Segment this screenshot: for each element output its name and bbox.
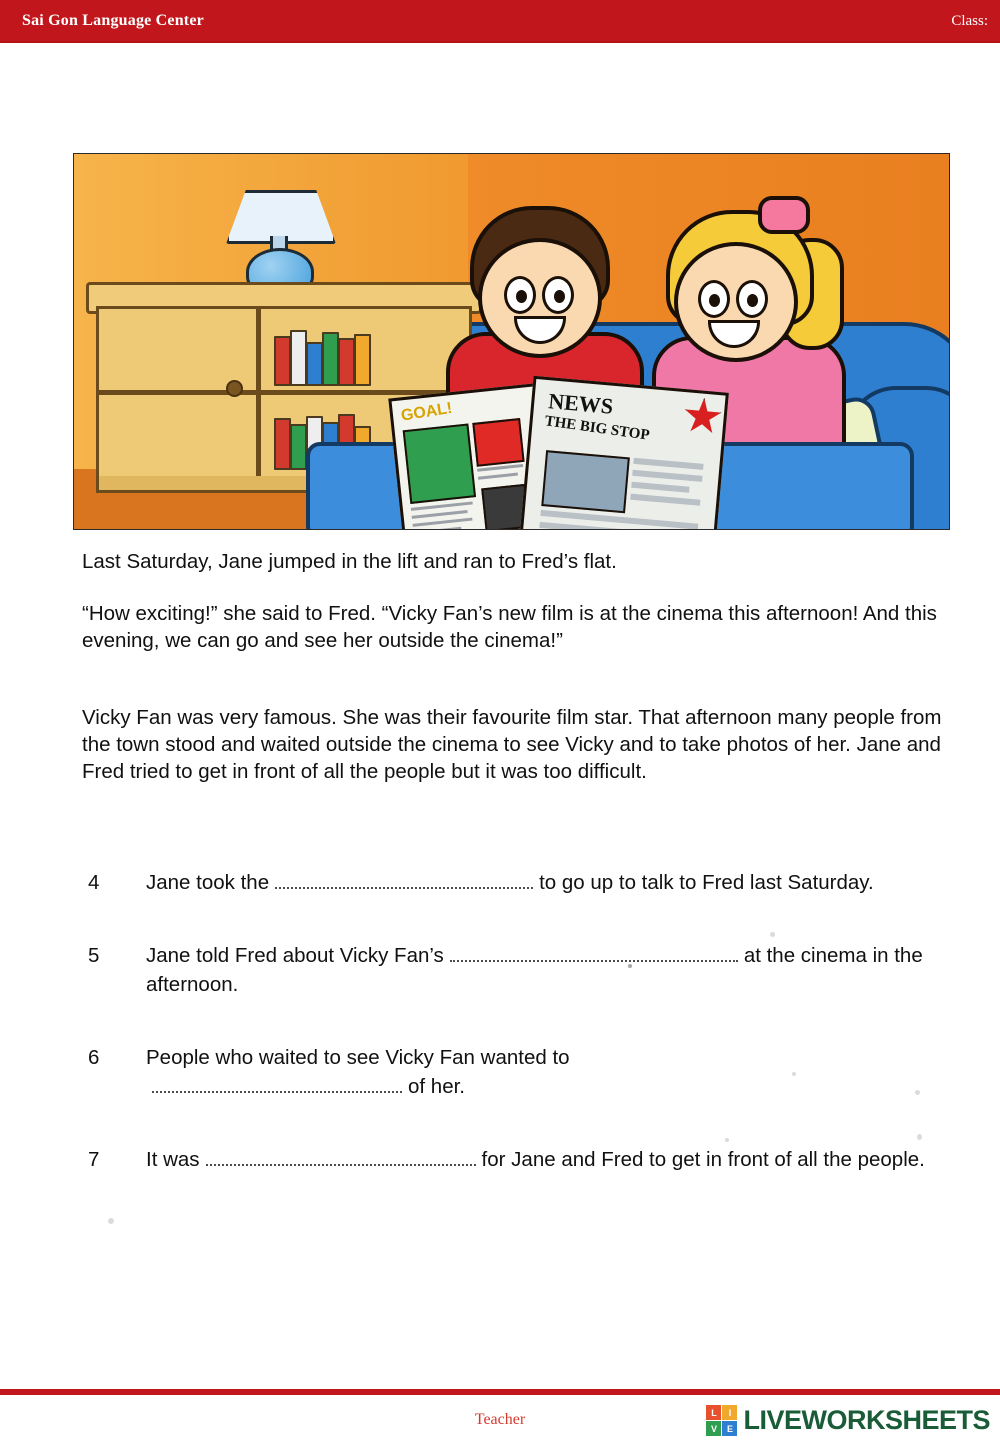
scan-speck [792, 1072, 796, 1076]
question-number: 4 [88, 871, 100, 894]
girl-face [674, 242, 798, 362]
scan-speck [628, 964, 632, 968]
question-item [82, 1043, 950, 1101]
logo-tile-e: E [722, 1421, 737, 1436]
book-row-top [270, 334, 390, 390]
footer-bar [0, 1395, 1000, 1443]
answer-blank[interactable] [152, 1074, 402, 1093]
newspaper [519, 376, 729, 530]
scan-speck [770, 932, 775, 937]
newspaper-title: NEWS [547, 388, 615, 419]
liveworksheets-logo[interactable] [706, 1405, 990, 1436]
logo-tile-l: L [706, 1405, 721, 1420]
question-prompt-after: for Jane and Fred to get in front of all the people. [481, 1148, 925, 1171]
question-number: 7 [88, 1148, 100, 1171]
question-text [146, 1145, 950, 1174]
question-prompt-after: to go up to talk to Fred last Saturday. [539, 871, 874, 894]
question-number: 5 [88, 944, 100, 967]
question-item [82, 868, 950, 897]
question-prompt-before: People who waited to see Vicky Fan wanted to [146, 1046, 570, 1069]
scan-speck [725, 1138, 729, 1142]
story-illustration [73, 153, 950, 530]
answer-blank[interactable] [275, 870, 533, 889]
magazine-red-block [472, 418, 524, 467]
question-text [146, 1043, 950, 1101]
logo-tiles [706, 1405, 737, 1436]
newspaper-subtitle: THE BIG STOP [543, 413, 651, 444]
cabinet-shelf [96, 390, 466, 395]
newspaper-star-icon [682, 396, 723, 437]
question-prompt-before: Jane told Fred about Vicky Fan’s [146, 944, 444, 967]
answer-blank[interactable] [206, 1147, 476, 1166]
question-text [146, 868, 950, 897]
story-paragraph-3: Vicky Fan was very famous. She was their favourite film star. That afternoon many people from the town stood and waited outside the cinema to see Vicky and to take photos of her. Jane and Fred tried to get in front of all the people but it was too difficult. [82, 706, 942, 783]
scan-speck [917, 1134, 922, 1140]
center-name: Sai Gon Language Center [22, 12, 204, 29]
worksheet-page [0, 50, 1000, 1395]
question-list [82, 868, 950, 1218]
magazine-photo [403, 423, 476, 503]
header-bar [0, 0, 1000, 41]
question-item [82, 941, 950, 999]
question-item [82, 1145, 950, 1174]
story-paragraph-2: “How exciting!” she said to Fred. “Vicky Fan’s new film is at the cinema this afternoon! And this evening, we can go and see her outside the cinema!” [82, 602, 937, 652]
question-text [146, 941, 950, 999]
story-paragraph-1: Last Saturday, Jane jumped in the lift and ran to Fred’s flat. [82, 550, 617, 573]
newspaper-photo [541, 450, 630, 513]
girl-hair-bow [758, 196, 810, 234]
question-prompt-before: Jane took the [146, 871, 270, 894]
boy-face [478, 238, 602, 358]
answer-blank[interactable] [450, 943, 738, 962]
logo-tile-v: V [706, 1421, 721, 1436]
brand-wordmark: LIVEWORKSHEETS [743, 1405, 990, 1435]
logo-tile-i: I [722, 1405, 737, 1420]
cabinet-knob [226, 380, 243, 397]
question-prompt-before: It was [146, 1148, 200, 1171]
scan-speck [915, 1090, 920, 1095]
teacher-label: Teacher [474, 1411, 526, 1428]
question-prompt-after: of her. [408, 1075, 465, 1098]
question-number: 6 [88, 1046, 100, 1069]
question-prompt-after: at the cinema in the afternoon. [146, 944, 923, 996]
magazine-title: GOAL! [399, 399, 454, 425]
scan-speck [108, 1218, 114, 1224]
class-label: Class: [951, 13, 988, 29]
